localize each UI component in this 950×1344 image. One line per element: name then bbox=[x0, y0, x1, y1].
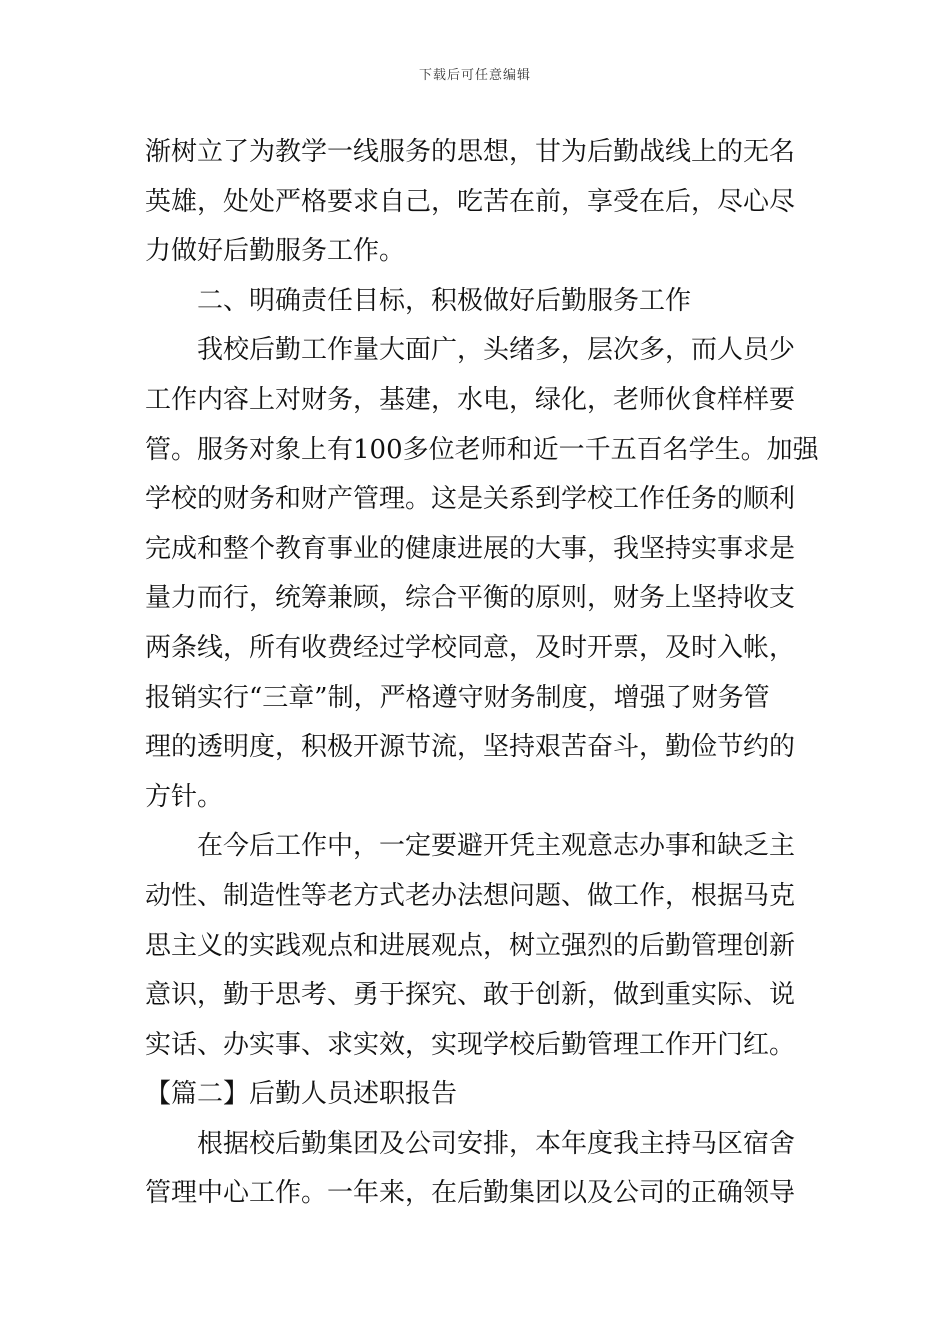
document-body bbox=[145, 128, 819, 1219]
body-line: 管。服务对象上有100多位老师和近一千五百名学生。加强 bbox=[145, 434, 819, 465]
body-line: 管理中心工作。一年来，在后勤集团以及公司的正确领导 bbox=[145, 1178, 796, 1209]
body-line: 动性、制造性等老方式老办法想问题、做工作，根据马克 bbox=[145, 880, 796, 911]
body-line: 报销实行“三章”制，严格遵守财务制度，增强了财务管 bbox=[145, 682, 770, 713]
body-line: 完成和整个教育事业的健康进展的大事，我坚持实事求是 bbox=[145, 533, 796, 564]
body-line: 渐树立了为教学一线服务的思想，甘为后勤战线上的无名 bbox=[145, 137, 796, 167]
body-line: 理的透明度，积极开源节流，坚持艰苦奋斗，勤俭节约的 bbox=[145, 732, 796, 763]
body-line: 在今后工作中，一定要避开凭主观意志办事和缺乏主 bbox=[197, 831, 796, 862]
body-line: 我校后勤工作量大面广，头绪多，层次多，而人员少 bbox=[197, 335, 796, 366]
body-line: 学校的财务和财产管理。这是关系到学校工作任务的顺利 bbox=[145, 484, 796, 515]
body-line: 量力而行，统筹兼顾，综合平衡的原则，财务上坚持收支 bbox=[145, 583, 796, 614]
body-line: 两条线，所有收费经过学校同意，及时开票，及时入帐， bbox=[145, 632, 796, 663]
body-line: 思主义的实践观点和进展观点，树立强烈的后勤管理创新 bbox=[145, 930, 796, 961]
body-line: 实话、办实事、求实效，实现学校后勤管理工作开门红。 bbox=[145, 1029, 796, 1060]
body-line: 根据校后勤集团及公司安排，本年度我主持马区宿舍 bbox=[197, 1128, 796, 1159]
body-line: 力做好后勤服务工作。 bbox=[145, 236, 406, 267]
body-line: 英雄，处处严格要求自己，吃苦在前，享受在后，尽心尽 bbox=[145, 186, 796, 217]
section-heading: 二、明确责任目标，积极做好后勤服务工作 bbox=[197, 285, 692, 316]
body-line: 意识，勤于思考、勇于探究、敢于创新，做到重实际、说 bbox=[145, 980, 796, 1011]
page-header: 下载后可任意编辑 bbox=[418, 68, 531, 83]
body-line: 方针。 bbox=[145, 781, 224, 812]
chapter-heading: 【篇二】后勤人员述职报告 bbox=[145, 1079, 458, 1110]
body-line: 工作内容上对财务，基建，水电，绿化，老师伙食样样要 bbox=[145, 384, 796, 415]
